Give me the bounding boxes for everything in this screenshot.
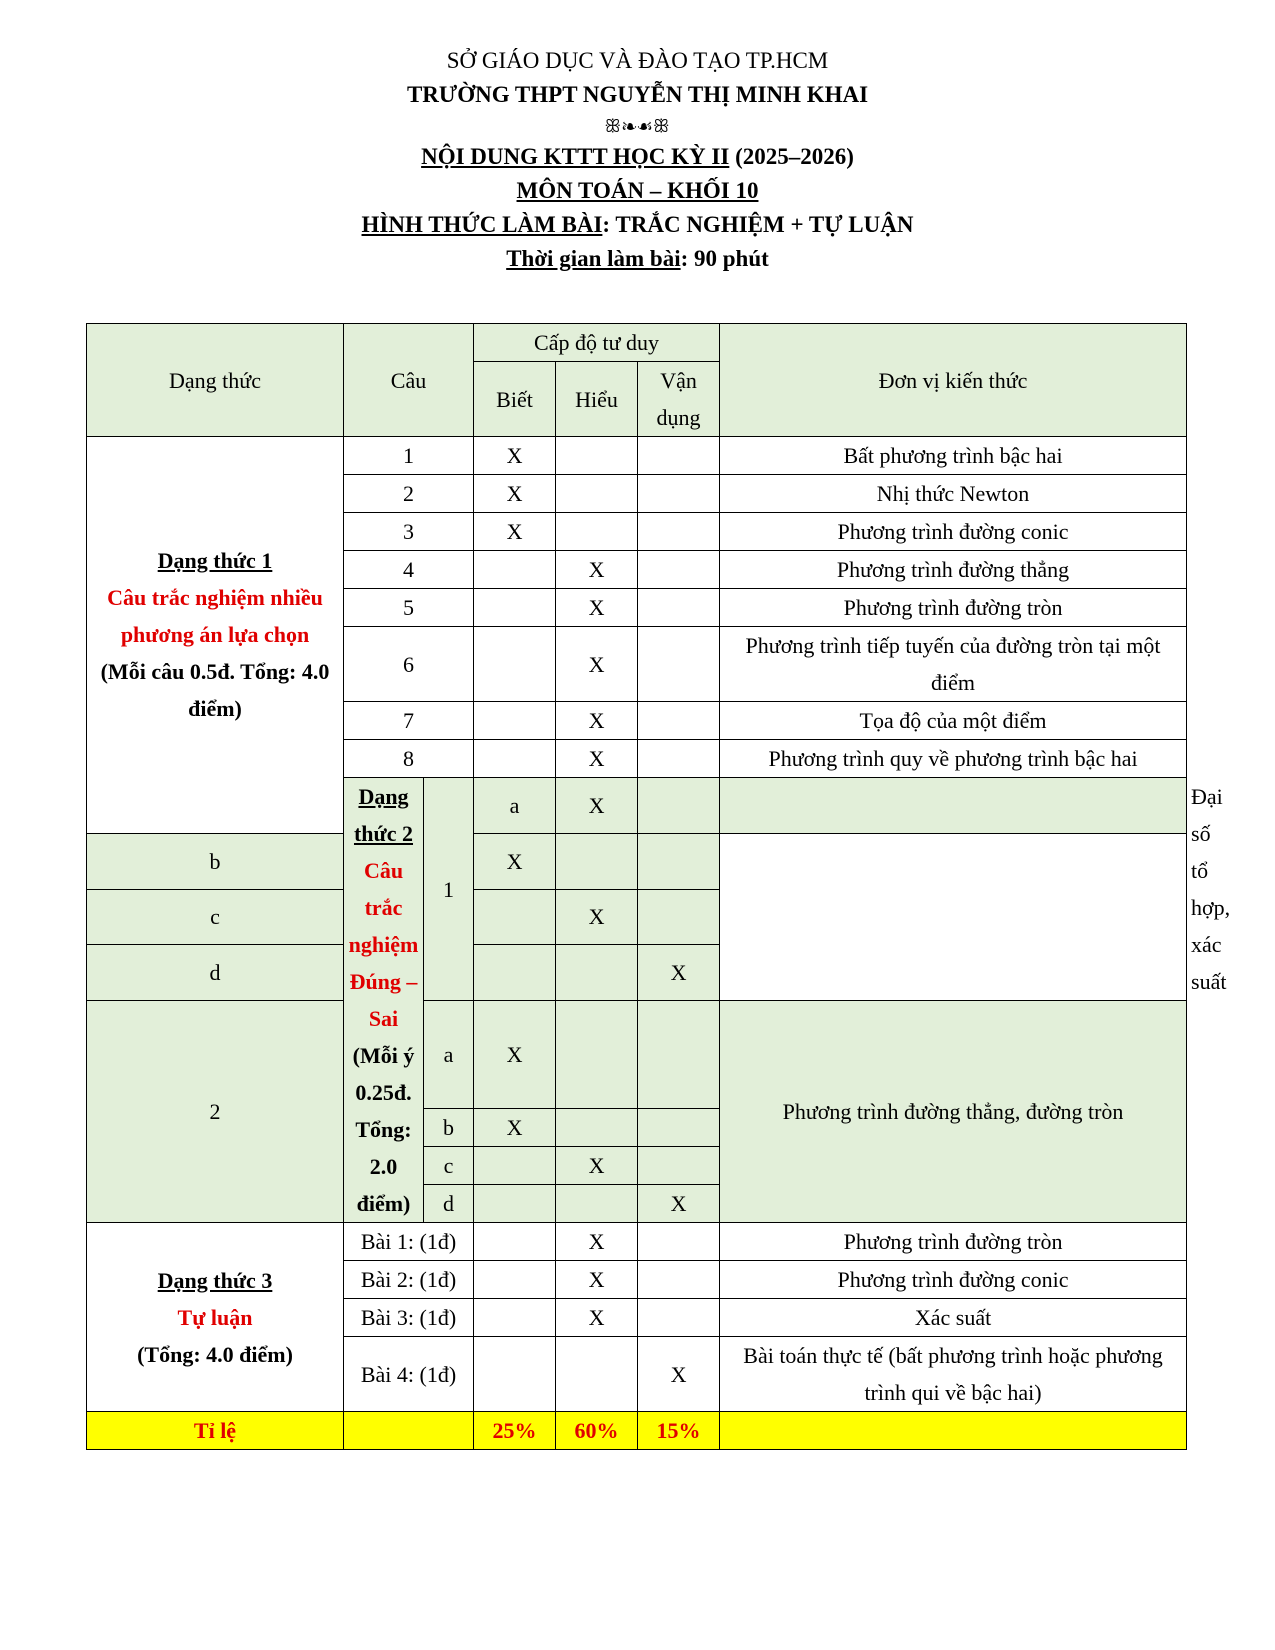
biet-mark — [474, 1337, 556, 1412]
biet-mark — [474, 1185, 556, 1223]
hieu-mark — [556, 437, 638, 475]
vd-mark — [638, 627, 720, 702]
knowledge-unit: Bài toán thực tế (bất phương trình hoặc phương trình qui về bậc hai) — [720, 1337, 1187, 1412]
vd-mark — [638, 589, 720, 627]
knowledge-unit: Phương trình đường conic — [720, 1261, 1187, 1299]
hieu-mark — [638, 778, 720, 834]
header-cau: Câu — [344, 324, 474, 437]
vd-mark — [638, 833, 720, 889]
total-empty-unit — [720, 1412, 1187, 1450]
vd-mark — [638, 1223, 720, 1261]
group2-desc: Câu trắc nghiệm Đúng – Sai — [348, 858, 419, 1031]
hieu-mark — [556, 513, 638, 551]
bai-number: Bài 1: (1đ) — [344, 1223, 474, 1261]
knowledge-unit: Phương trình đường tròn — [720, 1223, 1187, 1261]
vd-mark — [638, 475, 720, 513]
subject-line — [0, 174, 1275, 208]
cau-number: 8 — [344, 740, 474, 778]
biet-mark — [474, 551, 556, 589]
vd-mark — [638, 1147, 720, 1185]
biet-mark: X — [474, 1109, 556, 1147]
title-year: (2025–2026) — [729, 144, 854, 169]
group1-cell — [87, 437, 344, 834]
group2-cell — [344, 778, 424, 1223]
biet-mark: X — [556, 778, 638, 834]
knowledge-unit: Nhị thức Newton — [720, 475, 1187, 513]
header-hieu: Hiểu — [556, 362, 638, 437]
group3-score: (Tổng: 4.0 điểm) — [137, 1341, 293, 1367]
biet-mark — [474, 1223, 556, 1261]
cau-number: 2 — [87, 1001, 344, 1223]
cau-number: 6 — [344, 627, 474, 702]
knowledge-unit: Phương trình quy về phương trình bậc hai — [720, 740, 1187, 778]
cau-number: 1 — [424, 778, 474, 1001]
total-empty-cau — [344, 1412, 474, 1450]
vd-mark — [638, 889, 720, 945]
cau-number: 3 — [344, 513, 474, 551]
hieu-mark — [556, 475, 638, 513]
school-name: TRƯỜNG THPT NGUYỄN THỊ MINH KHAI — [406, 82, 869, 107]
format-line — [0, 208, 1275, 242]
biet-mark — [474, 702, 556, 740]
group1-desc: Câu trắc nghiệm nhiều phương án lựa chọn — [107, 585, 323, 648]
vd-mark — [638, 551, 720, 589]
time-label: Thời gian làm bài — [506, 246, 681, 271]
sub-item: a — [424, 1001, 474, 1109]
vd-mark — [638, 1261, 720, 1299]
biet-mark — [474, 945, 556, 1001]
table-row — [87, 1223, 1187, 1261]
group2-title: Dạng thức 2 — [353, 784, 414, 846]
cau-number: 2 — [344, 475, 474, 513]
knowledge-unit: Bất phương trình bậc hai — [720, 437, 1187, 475]
header-row-1 — [87, 324, 1187, 362]
exam-matrix-table — [86, 323, 1231, 1450]
knowledge-unit: Phương trình đường thẳng, đường tròn — [720, 1001, 1187, 1223]
vd-mark — [638, 702, 720, 740]
cau-number: 7 — [344, 702, 474, 740]
knowledge-unit: Phương trình tiếp tuyến của đường tròn tại một điểm — [720, 627, 1187, 702]
hieu-mark: X — [556, 589, 638, 627]
header-don-vi: Đơn vị kiến thức — [720, 324, 1187, 437]
knowledge-unit: Phương trình đường thẳng — [720, 551, 1187, 589]
total-hieu: 60% — [556, 1412, 638, 1450]
header-van-dung: Vận dụng — [638, 362, 720, 437]
sub-item: b — [87, 833, 344, 889]
group1-title: Dạng thức 1 — [157, 548, 273, 574]
bai-number: Bài 2: (1đ) — [344, 1261, 474, 1299]
document-title — [0, 140, 1275, 174]
table-row — [87, 889, 1187, 945]
knowledge-unit: Phương trình đường tròn — [720, 589, 1187, 627]
hieu-mark — [556, 1001, 638, 1109]
hieu-mark: X — [556, 1299, 638, 1337]
header-dang-thuc: Dạng thức — [87, 324, 344, 437]
biet-mark: X — [474, 475, 556, 513]
time-line — [0, 242, 1275, 276]
biet-mark — [474, 1261, 556, 1299]
hieu-mark: X — [556, 702, 638, 740]
bai-number: Bài 4: (1đ) — [344, 1337, 474, 1412]
sub-item: d — [87, 945, 344, 1001]
table-row: Dạng thức 2 Câu trắc nghiệm Đúng – Sai (Mỗi ý 0.25đ. Tổng: 2.0 điểm) 1 a X Đại số tổ hợp, xác suất — [87, 778, 1187, 834]
header-biet: Biết — [474, 362, 556, 437]
total-row — [87, 1412, 1187, 1450]
biet-mark — [474, 1147, 556, 1185]
hieu-mark — [556, 1337, 638, 1412]
format-label: HÌNH THỨC LÀM BÀI — [361, 212, 603, 237]
ornament-divider: ꕥ❧☙ꕥ — [604, 116, 671, 136]
title-underlined: NỘI DUNG KTTT HỌC KỲ II — [421, 144, 730, 169]
hieu-mark: X — [556, 1261, 638, 1299]
group1-score: (Mỗi câu 0.5đ. Tổng: 4.0 điểm) — [100, 659, 330, 722]
cau-number: 5 — [344, 589, 474, 627]
sub-item: a — [474, 778, 556, 834]
cau-number: 4 — [344, 551, 474, 589]
hieu-mark: X — [556, 889, 638, 945]
biet-mark — [474, 889, 556, 945]
knowledge-unit: Tọa độ của một điểm — [720, 702, 1187, 740]
vd-mark — [638, 513, 720, 551]
hieu-mark: X — [556, 1147, 638, 1185]
vd-mark — [720, 778, 1187, 834]
group3-desc: Tự luận — [177, 1304, 253, 1330]
hieu-mark — [556, 1109, 638, 1147]
vd-mark: X — [638, 945, 720, 1001]
hieu-mark — [556, 945, 638, 1001]
knowledge-unit: Phương trình đường conic — [720, 513, 1187, 551]
time-value: : 90 phút — [680, 246, 769, 271]
hieu-mark: X — [556, 551, 638, 589]
vd-mark — [638, 437, 720, 475]
knowledge-unit: Xác suất — [720, 1299, 1187, 1337]
header-cap-do: Cấp độ tư duy — [474, 324, 720, 362]
biet-mark — [474, 627, 556, 702]
bai-number: Bài 3: (1đ) — [344, 1299, 474, 1337]
sub-item: c — [424, 1147, 474, 1185]
hieu-mark: X — [556, 1223, 638, 1261]
vd-mark — [638, 1299, 720, 1337]
biet-mark: X — [474, 513, 556, 551]
group3-cell — [87, 1223, 344, 1412]
format-value: : TRẮC NGHIỆM + TỰ LUẬN — [602, 212, 914, 237]
subject-text: MÔN TOÁN – KHỐI 10 — [516, 178, 759, 203]
department-name: SỞ GIÁO DỤC VÀ ĐÀO TẠO TP.HCM — [446, 48, 829, 73]
biet-mark — [474, 740, 556, 778]
vd-mark: X — [638, 1185, 720, 1223]
group3-title: Dạng thức 3 — [157, 1267, 273, 1293]
hieu-mark: X — [556, 740, 638, 778]
biet-mark: X — [474, 1001, 556, 1109]
biet-mark — [474, 589, 556, 627]
hieu-mark: X — [556, 627, 638, 702]
hieu-mark — [556, 1185, 638, 1223]
table-row — [87, 437, 1187, 475]
document-header — [0, 44, 1275, 276]
table-row — [87, 833, 1187, 889]
vd-mark — [638, 1109, 720, 1147]
total-label: Tỉ lệ — [87, 1412, 344, 1450]
cau-number: 1 — [344, 437, 474, 475]
total-biet: 25% — [474, 1412, 556, 1450]
biet-mark: X — [474, 833, 556, 889]
vd-mark — [638, 1001, 720, 1109]
hieu-mark — [556, 833, 638, 889]
sub-item: c — [87, 889, 344, 945]
group2-score: (Mỗi ý 0.25đ. Tổng: 2.0 điểm) — [352, 1043, 415, 1216]
biet-mark — [474, 1299, 556, 1337]
total-vd: 15% — [638, 1412, 720, 1450]
sub-item: b — [424, 1109, 474, 1147]
table-row — [87, 1001, 1187, 1109]
biet-mark: X — [474, 437, 556, 475]
sub-item: d — [424, 1185, 474, 1223]
vd-mark — [638, 740, 720, 778]
vd-mark: X — [638, 1337, 720, 1412]
table-row — [87, 945, 1187, 1001]
